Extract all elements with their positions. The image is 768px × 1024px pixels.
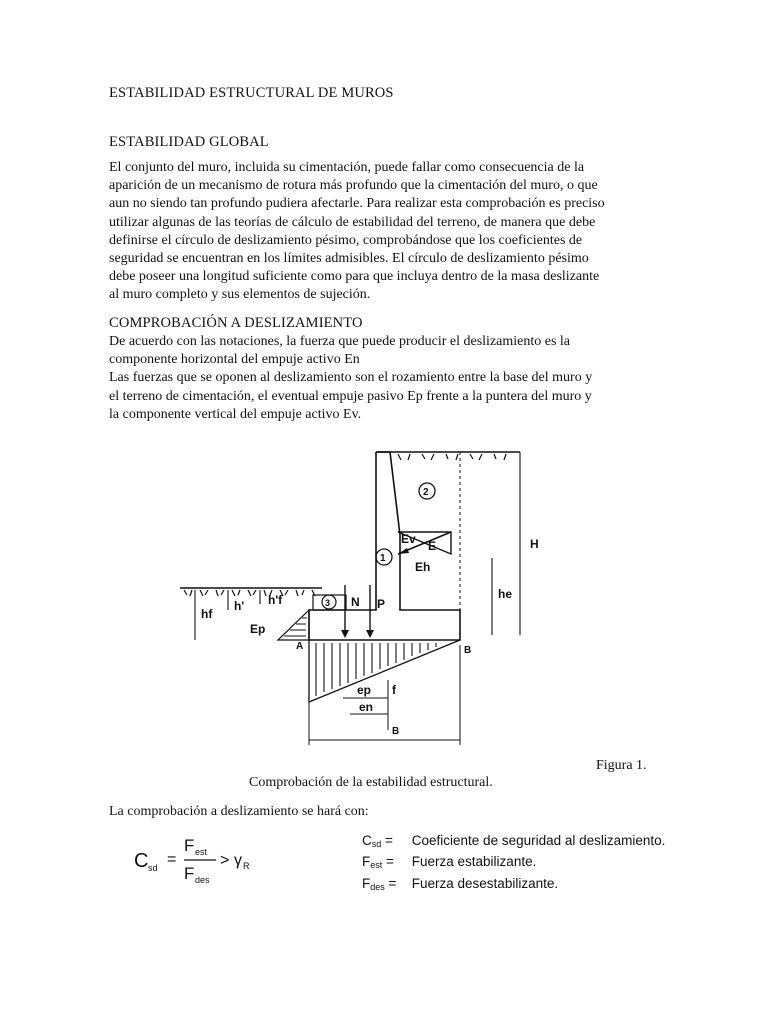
legend-row-csd <box>362 833 665 849</box>
f-label: f <box>392 683 396 697</box>
paragraph-line: al muro completo y sus elementos de sujeción. <box>109 287 371 303</box>
he-label: he <box>498 587 513 601</box>
formula-denominator: F <box>184 864 195 883</box>
ev-label: Ev <box>401 532 416 546</box>
hfprime-label: h'f <box>268 593 283 607</box>
force-p-arrowhead <box>366 630 374 638</box>
legend-equals: = <box>388 876 397 891</box>
legend-symbol-sub: sd <box>371 839 382 849</box>
h-label: H <box>530 537 539 551</box>
formula-rhs: γ <box>234 852 242 869</box>
retaining-wall-figure <box>170 440 570 755</box>
point-b-label: B <box>464 645 472 656</box>
formula-numerator-sub: est <box>195 847 208 857</box>
formula-numerator: F <box>184 836 195 855</box>
document-title: ESTABILIDAD ESTRUCTURAL DE MUROS <box>109 85 394 101</box>
n-label: N <box>351 595 360 609</box>
point-a-label: A <box>296 641 304 652</box>
legend-symbol-sub: des <box>370 882 385 892</box>
section-heading-estabilidad-global: ESTABILIDAD GLOBAL <box>109 134 269 150</box>
paragraph-line: aparición de un mecanismo de rotura más profundo que la cimentación del muro, o que <box>109 178 598 194</box>
width-b-label: B <box>392 726 400 737</box>
front-soil-hatch <box>184 590 315 596</box>
figure-number: Figura 1. <box>596 758 647 773</box>
formula-equals: = <box>167 851 177 868</box>
paragraph-line: la componente vertical del empuje activo Ev. <box>109 406 362 422</box>
zone-3-label: 3 <box>325 598 331 608</box>
formula-lhs: C <box>134 850 149 872</box>
hprime-label: h' <box>234 599 245 613</box>
formula-rhs-sub: R <box>243 861 250 871</box>
ep-eccentricity-label: ep <box>357 683 372 697</box>
legend-symbol-sub: est <box>370 860 383 870</box>
zone-2-label: 2 <box>423 487 429 498</box>
ep-thrust-label: Ep <box>250 622 266 636</box>
formula-lhs-sub: sd <box>148 863 158 873</box>
paragraph-line: Las fuerzas que se oponen al deslizamiento son el rozamiento entre la base del muro y <box>109 370 593 386</box>
paragraph-line: definirse el círculo de deslizamiento pésimo, comprobándose que los coeficientes de <box>109 232 583 248</box>
figure-caption: Comprobación de la estabilidad estructural. <box>249 775 493 790</box>
paragraph-deslizamiento <box>109 333 592 424</box>
legend-symbol: F <box>362 876 371 891</box>
paragraph-line: debe poseer una longitud suficiente como para que incluya dentro de la masa deslizante <box>109 269 600 285</box>
legend-symbol: C <box>362 833 372 848</box>
backfill-soil-hatch <box>398 454 506 460</box>
p-label: P <box>377 597 386 611</box>
base-reaction-arrows <box>316 643 436 696</box>
paragraph-line: utilizar algunas de las teorías de cálculo de estabilidad del terreno, de manera que debe <box>109 214 596 230</box>
zone-1-label: 1 <box>380 553 386 564</box>
formula-greater-than: > <box>220 852 230 869</box>
legend-row-fest <box>362 854 536 870</box>
legend-row-fdes <box>362 876 558 892</box>
paragraph-line: el terreno de cimentación, el eventual empuje pasivo Ep frente a la puntera del muro y <box>109 388 592 404</box>
legend-equals: = <box>385 833 393 848</box>
legend-description: Coeficiente de seguridad al deslizamiento. <box>411 833 666 848</box>
legend-equals: = <box>386 854 394 869</box>
wall-outline <box>309 452 460 640</box>
paragraph-estabilidad-global <box>109 159 605 305</box>
paragraph-line: seguridad se encuentran en los límites admisibles. El círculo de deslizamiento pésimo <box>109 251 589 267</box>
paragraph-line: El conjunto del muro, incluida su cimentación, puede fallar como consecuencia de la <box>109 160 585 175</box>
legend-description: Fuerza estabilizante. <box>411 854 537 869</box>
paragraph-line: componente horizontal del empuje activo En <box>109 352 360 368</box>
formula-denominator-sub: des <box>195 875 210 885</box>
sliding-safety-formula <box>134 831 284 891</box>
formula-intro: La comprobación a deslizamiento se hará con: <box>109 804 369 819</box>
paragraph-line: aun no siendo tan profundo pudiera afectarle. Para realizar esta comprobación es preciso <box>109 196 605 212</box>
passive-pressure-arrows <box>284 618 307 636</box>
paragraph-line: De acuerdo con las notaciones, la fuerza que puede producir el deslizamiento es la <box>109 334 571 349</box>
e-label: E <box>428 539 437 553</box>
legend-symbol: F <box>362 854 371 869</box>
section-heading-deslizamiento: COMPROBACIÓN A DESLIZAMIENTO <box>109 315 363 331</box>
force-n-arrowhead <box>341 630 349 638</box>
en-eccentricity-label: en <box>359 700 374 714</box>
hf-label: hf <box>201 607 213 621</box>
legend-description: Fuerza desestabilizante. <box>411 876 559 891</box>
eh-label: Eh <box>415 560 431 574</box>
